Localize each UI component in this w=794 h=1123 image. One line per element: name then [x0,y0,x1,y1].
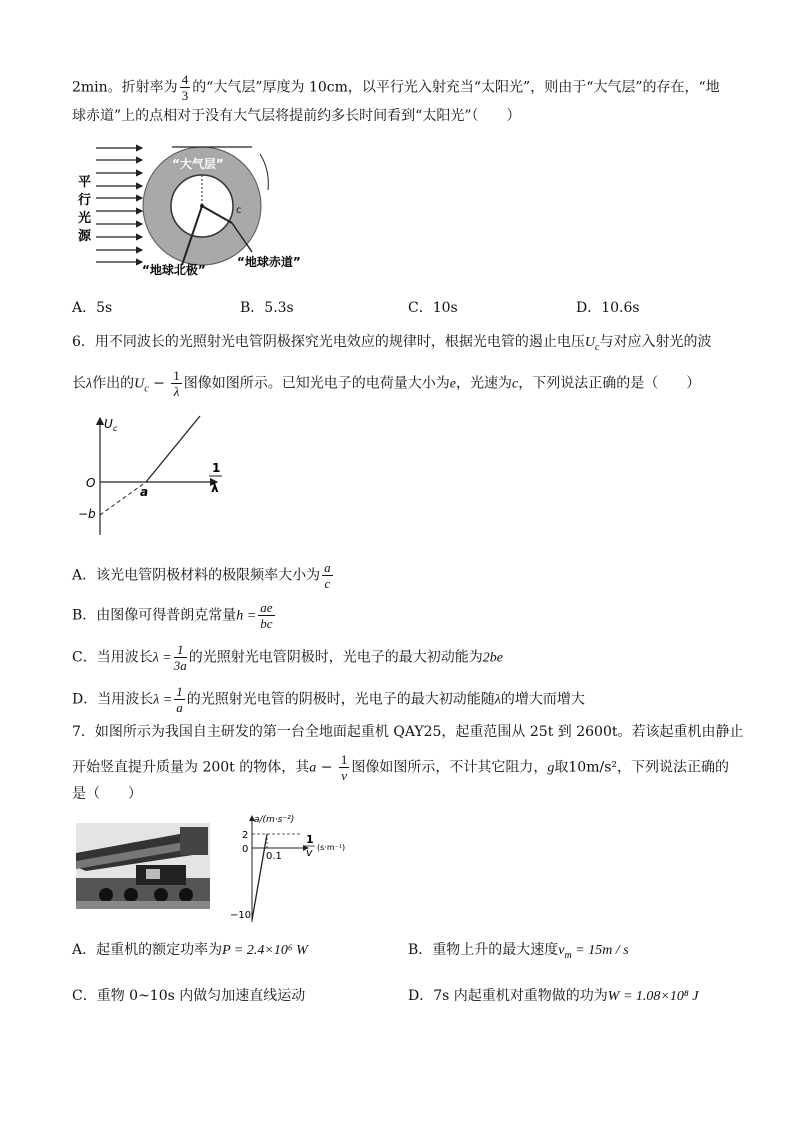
opt-a-fraction [322,560,333,591]
x-tick-01: 0.1 [266,851,282,862]
q6-l2-pre: 长 [72,375,86,392]
q6-text-line-1 [72,332,711,358]
q7-l2-post: 图像如图所示，不计其它阻力， [351,759,548,776]
refractive-index-fraction [180,72,191,103]
opt-c-text: C．当用波长 [72,649,153,666]
q5-text-line-1 [72,72,720,103]
a-vs-inverse-v-graph [222,810,362,925]
q7-option-b[interactable] [408,940,629,966]
x-intercept-label: a [140,485,149,499]
crane-photo [76,823,210,909]
frac-den: a [176,700,183,715]
opt-d-fraction [174,684,185,715]
atmosphere-label: “大气层” [172,157,224,171]
opt-a-val: P = 2.4×10⁶ W [222,943,308,958]
x-label-num: 1 [306,833,314,846]
q5-option-c[interactable]: C．10s [408,300,458,316]
q6-option-b[interactable] [72,600,277,631]
inverse-lambda-fraction [171,368,182,399]
opt-b-fraction [258,600,274,631]
source-label-2: 行 [78,193,92,208]
uc-sub-2: c [144,383,149,395]
frac-den: bc [260,616,273,631]
q7-text-line-1: 7．如图所示为我国自主研发的第一台全地面起重机 QAY25，起重范围从 25t 到 2600t。若该起重机由静止 [72,724,744,740]
q6-stem: 6．用不同波长的光照射光电管阴极探究光电效应的规律时，根据光电管的遏止电压 [72,334,585,350]
source-label-4: 源 [78,229,92,244]
q6-option-d[interactable] [72,684,585,715]
q6-l2-end: ，下列说法正确的是（ ） [518,375,701,392]
q6-stem-post: 与对应入射光的波 [599,334,712,350]
x-unit-label: (s·m⁻¹) [317,843,346,852]
y-tick-2: 2 [242,830,249,841]
q7-l2-pre: 开始竖直提升质量为 200t 的物体，其 [72,759,310,776]
q7-option-d[interactable] [408,986,698,1007]
origin-label: O [86,476,96,490]
frac-den: 3a [173,658,187,673]
y-tick-m10: −10 [230,910,252,921]
x-axis-label-den: λ [211,481,219,495]
opt-b-v: v [558,943,565,958]
opt-d-eq: λ = [153,692,173,708]
opt-b-h: h = [236,608,257,624]
q5-option-a[interactable]: A．5s [72,300,113,316]
opt-d-val: W = 1.08×10⁸ J [607,989,699,1004]
opt-b-text: B．重物上升的最大速度 [408,942,559,958]
equator-label: “地球赤道” [237,255,301,269]
a-symbol: a [309,760,317,776]
uc-vs-inverse-lambda-graph [72,410,232,540]
g-value: 10m/s² [568,759,617,776]
c-symbol: c [512,376,519,392]
uc-symbol-2: U [134,376,145,392]
q5-intro: 2min。折射率为 [72,79,178,96]
opt-d-tail: 的增大而增大 [500,691,585,708]
opt-d-post: 的光照射光电管的阴极时，光电子的最大初动能随 [186,691,495,708]
source-label-3: 光 [78,211,92,226]
opt-d-text: D．7s 内起重机对重物做的功为 [408,988,608,1004]
opt-b-sub: m [564,949,572,961]
opt-c-eq: λ = [152,650,172,666]
source-label-1: 平 [78,175,92,190]
c-label: c [236,205,242,216]
y-axis-label: a/(m·s⁻²) [254,815,295,825]
frac-num: 1 [173,368,180,383]
y-tick-0: 0 [242,844,249,855]
frac-num: 4 [181,72,189,87]
y-intercept-label: −b [78,507,96,521]
opt-c-fraction [174,642,187,673]
opt-a-text: A．该光电管阴极材料的极限频率大小为 [72,567,321,584]
e-symbol: e [449,376,457,392]
x-axis-label-num: 1 [212,461,221,475]
q5-option-d[interactable]: D．10.6s [576,300,640,316]
q7-option-a[interactable] [72,940,308,961]
opt-b-text: B．由图像可得普朗克常量 [72,607,237,624]
opt-c-post: 的光照射光电管阴极时，光电子的最大初动能为 [188,649,483,666]
frac-num: 1 [176,684,183,699]
y-axis-label-sub: c [113,424,118,433]
inverse-v-fraction [339,752,350,783]
q6-l2-tail: ，光速为 [456,375,513,392]
q7-text-line-3: 是（ ） [72,786,142,802]
q6-option-c[interactable] [72,642,503,673]
frac-den: c [324,576,331,591]
parallel-light-arrows [96,148,142,262]
g-symbol: g [547,760,555,776]
frac-num: 1 [174,642,187,658]
frac-den: λ [173,384,180,399]
uc-symbol: U [584,335,596,350]
frac-num: a [324,560,331,575]
x-label-den: v [306,846,313,859]
atmosphere-diagram [72,140,332,290]
frac-num: ae [260,600,273,615]
q6-text-line-2: 长λ作出的$U_c$ − $\frac{1}{\lambda}$ 图像如图所示。已知光电子的电荷量大小为e，光速为c，下列说法正确的是（ ） [72,368,701,399]
uc-sub: c [595,341,600,353]
q7-option-c[interactable]: C．重物 0~10s 内做匀加速直线运动 [72,988,306,1004]
q7-l2-tail: 取 [554,759,569,776]
lambda-symbol: λ [86,376,93,392]
opt-c-val: 2be [482,650,503,666]
q7-text-line-2: 开始竖直提升质量为 200t 的物体，其a − $\frac{1}{v}$ 图像如图所示，不计其它阻力，g取10m/s²，下列说法正确的 [72,752,729,783]
q5-option-b[interactable]: B．5.3s [240,300,294,316]
frac-den: 3 [181,88,189,103]
stopping-voltage-line [146,416,200,482]
frac-num: 1 [340,752,348,767]
q6-l2-post: 图像如图所示。已知光电子的电荷量大小为 [183,375,450,392]
q6-option-a[interactable] [72,560,335,591]
y-axis-label: U [104,417,113,431]
a-line [252,834,267,920]
q5-text-line-2: 球赤道”上的点相对于没有大气层将提前约多长时间看到“太阳光”（ ） [72,108,521,124]
opt-a-text: A．起重机的额定功率为 [72,942,223,958]
opt-d-text: D．当用波长 [72,691,154,708]
north-pole-label: “地球北极” [142,263,206,277]
opt-b-eq: = 15m / s [571,943,629,958]
q7-l2-end: ，下列说法正确的 [617,759,729,776]
frac-den: v [341,768,348,783]
q5-intro-post: 的“大气层”厚度为 10cm，以平行光入射充当“太阳光”，则由于“大气层”的存在，“地 [192,79,720,96]
opt-d-lambda: λ [494,692,501,708]
q6-l2-mid: 作出的 [92,375,135,392]
